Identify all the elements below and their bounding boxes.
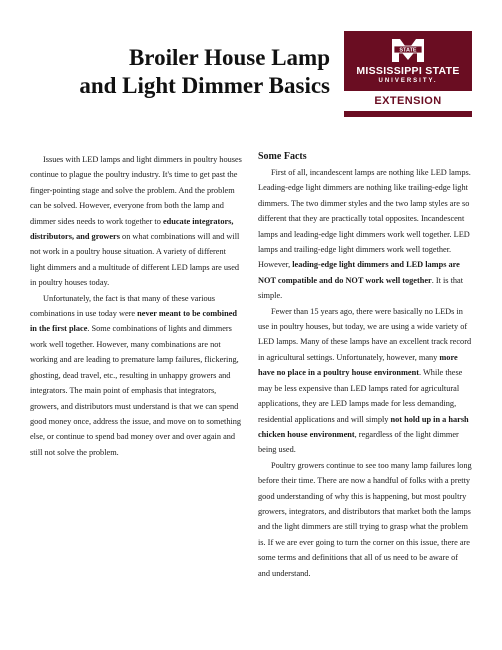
left-column: [30, 152, 242, 460]
title-line-1: Broiler House Lamp: [128, 45, 330, 70]
msu-m-monogram-icon: [391, 37, 425, 63]
logo-name: MISSISSIPPI STATE: [356, 65, 460, 77]
facts-paragraph-2: Fewer than 15 years ago, there were basically no LEDs in use in poultry houses, but today, we are using a wide variety of LED lamps. Many of these lamps have an excellent track record in agricultural settings. Unfortunately, however, many more have no place in a poultry house environment. While these may be less expensive than LED lamps rated for agricultural applications, they are LED lamps made for less demanding, residential applications and will simply not hold up in a harsh chicken house environment, regardless of the light dimmer being used.: [258, 306, 472, 455]
title-line-2: and Light Dimmer Basics: [79, 73, 330, 98]
logo-extension-label: EXTENSION: [374, 95, 442, 107]
combinations-paragraph: Unfortunately, the fact is that many of these various combinations in use today were never meant to be combined in the first place. Some combinations of lights and dimmers work well together. However, many combinations are not working and are leading to premature lamp failures, flickering, ghosting, dead travel, etc., resulting in unhappy growers and integrators. The main point of emphasis that integrators, growers, and distributors must understand is that we can spend good money once, address the issue, and move on to something else, or continue to spend bad money over and over again and still not solve the problem.: [30, 293, 242, 457]
section-heading: Some Facts: [258, 151, 307, 162]
page-title: [40, 44, 330, 100]
facts-paragraph-1: First of all, incandescent lamps are nothing like LED lamps. Leading-edge light dimmers are nothing like trailing-edge light dimmers. The two dimmer styles and the two lamp styles are so different that they are practically total opposites. Incandescent lamps and leading-edge light dimmers work well together. LED lamps and trailing-edge light dimmers work well together. However, leading-edge light dimmers and LED lamps are NOT compatible and do NOT work well together. It is that simple.: [258, 168, 471, 301]
right-column: [258, 152, 472, 581]
monogram-text: STATE: [399, 47, 417, 54]
extension-logo: [344, 31, 472, 117]
logo-university: UNIVERSITY.: [378, 78, 438, 84]
facts-paragraph-3: Poultry growers continue to see too many lamp failures long before their time. There are now a handful of folks with a pretty good understanding of why this is happening, but most poultry growers, integrators, and distributors that market both the lamps and the light dimmers are still trying to grasp what the problem is. If we are ever going to turn the corner on this issue, there are some terms and definitions that all of us need to be aware of and understand.: [258, 460, 472, 578]
logo-extension-bar: [344, 91, 472, 111]
intro-paragraph: Issues with LED lamps and light dimmers in poultry houses continue to plague the poultry industry. It's time to get past the finger-pointing stage and solve the problem. And the problem can be solved. However, everyone from both the lamp and dimmer sides needs to work together to educate integrators, distributors, and growers on what combinations will and will not work in a poultry house situation. A variety of different light dimmers and a multitude of different LED lamps are used in poultry houses today.: [30, 155, 242, 288]
